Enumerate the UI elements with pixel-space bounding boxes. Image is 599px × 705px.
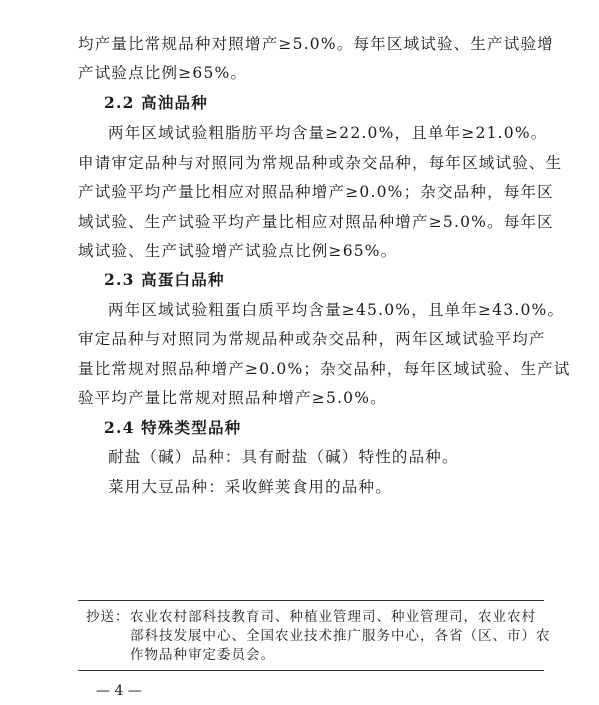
body-line: 菜用大豆品种：采收鲜荚食用的品种。: [108, 478, 392, 496]
body-line: 验平均产量比常规对照品种增产≥5.0%。: [78, 389, 387, 407]
cc-line: 部科技发展中心、全国农业技术推广服务中心，各省（区、市）农: [130, 628, 551, 644]
body-line: 两年区域试验粗蛋白质平均含量≥45.0%，且单年≥43.0%。: [108, 301, 565, 319]
page-number: — 4 —: [96, 683, 142, 699]
body-line: 申请审定品种与对照同为常规品种或杂交品种，每年区域试验、生: [78, 154, 563, 172]
section-heading-2-2: 2.2 高油品种: [104, 93, 208, 112]
body-line: 审定品种与对照同为常规品种或杂交品种，两年区域试验平均产: [78, 330, 546, 348]
body-line: 域试验、生产试验增产试验点比例≥65%。: [78, 242, 398, 260]
body-line: 耐盐（碱）品种：具有耐盐（碱）特性的品种。: [108, 448, 459, 466]
footer-rule-bottom: [78, 670, 544, 671]
body-line: 两年区域试验粗脂肪平均含量≥22.0%，且单年≥21.0%。: [108, 124, 548, 142]
body-line: 产试验平均产量比相应对照品种增产≥0.0%；杂交品种，每年区: [78, 183, 554, 201]
body-line: 量比常规对照品种增产≥0.0%；杂交品种，每年区域试验、生产试: [78, 360, 571, 378]
cc-label: 抄送：: [86, 609, 130, 625]
body-line: 域试验、生产试验平均产量比相应对照品种增产≥5.0%。每年区: [78, 213, 554, 231]
footer-rule-top: [78, 600, 544, 601]
cc-line: 作物品种审定委员会。: [130, 647, 275, 663]
body-line: 产试验点比例≥65%。: [78, 64, 248, 82]
section-heading-2-3: 2.3 高蛋白品种: [104, 270, 225, 289]
cc-line: 农业农村部科技教育司、种植业管理司、种业管理司，农业农村: [130, 609, 536, 625]
body-line: 均产量比常规品种对照增产≥5.0%。每年区域试验、生产试验增: [78, 35, 554, 53]
section-heading-2-4: 2.4 特殊类型品种: [104, 418, 242, 437]
